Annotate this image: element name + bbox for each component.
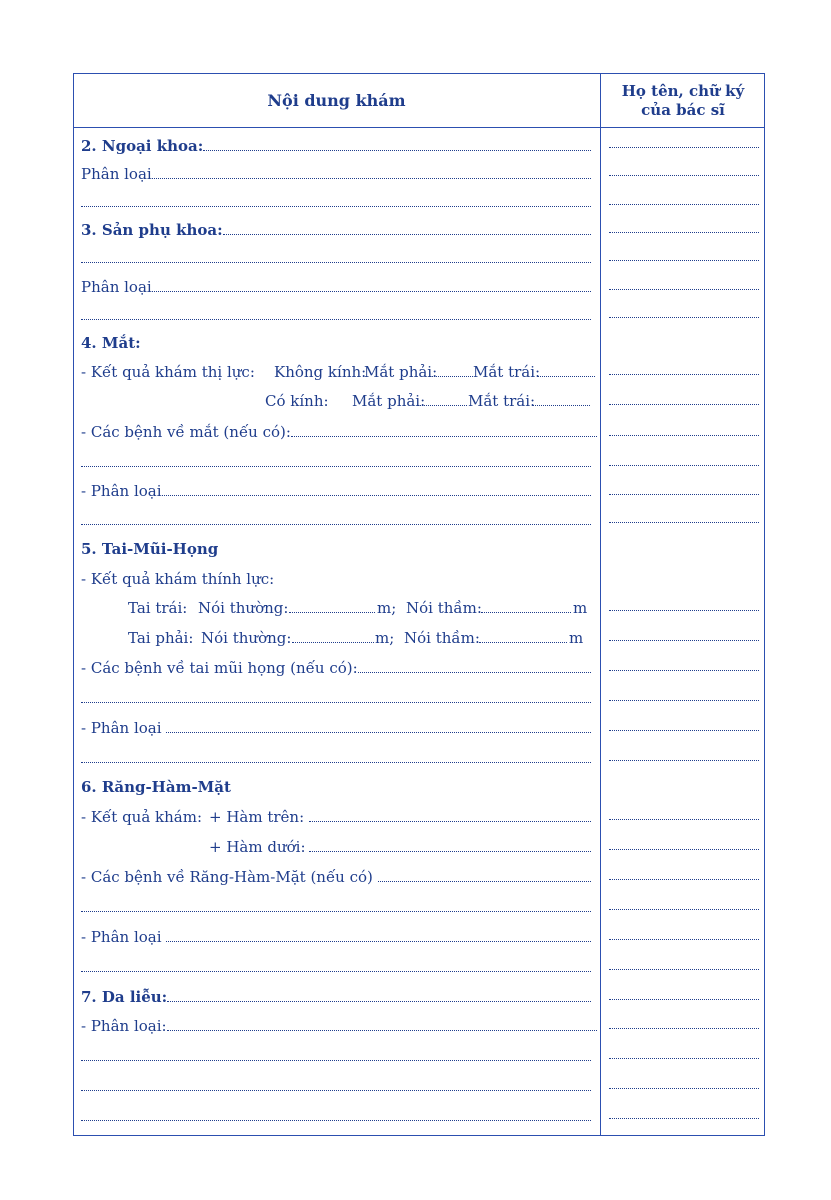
eye-classify-line[interactable] bbox=[81, 478, 591, 500]
dental-lower-label: + Hàm dưới: bbox=[209, 838, 306, 856]
ent-classify-label: - Phân loại bbox=[81, 719, 162, 737]
signature-line[interactable] bbox=[609, 819, 759, 820]
blank-line[interactable] bbox=[81, 1043, 591, 1065]
eye-title: 4. Mắt: bbox=[81, 334, 141, 352]
ent-diseases-line[interactable] bbox=[81, 655, 591, 677]
derm-title: 7. Da liễu: bbox=[81, 988, 168, 1006]
eye-right-label: Mắt phải: bbox=[364, 363, 438, 381]
column-divider bbox=[600, 73, 601, 1136]
surgery-title: 2. Ngoại khoa: bbox=[81, 137, 204, 155]
ent-whisper-label: Nói thầm: bbox=[406, 599, 482, 617]
ent-left-ear-line[interactable] bbox=[81, 595, 591, 617]
signature-line[interactable] bbox=[609, 760, 759, 761]
dental-classify-line[interactable] bbox=[81, 924, 591, 946]
blank-line[interactable] bbox=[81, 894, 591, 916]
signature-line[interactable] bbox=[609, 879, 759, 880]
signature-line[interactable] bbox=[609, 999, 759, 1000]
blank-line[interactable] bbox=[81, 189, 591, 211]
eye-no-glasses-label: Không kính: bbox=[274, 363, 367, 381]
signature-line[interactable] bbox=[609, 670, 759, 671]
eye-with-glasses-label: Có kính: bbox=[265, 392, 329, 410]
ent-left-ear-label: Tai trái: bbox=[128, 599, 188, 617]
dental-lower-line[interactable] bbox=[81, 834, 591, 856]
blank-line[interactable] bbox=[81, 954, 591, 976]
ent-hearing-label: - Kết quả khám thính lực: bbox=[81, 570, 275, 588]
signature-line[interactable] bbox=[609, 204, 759, 205]
ent-unit-m-sep: m; bbox=[375, 629, 395, 647]
signature-line[interactable] bbox=[609, 317, 759, 318]
blank-line[interactable] bbox=[81, 1103, 591, 1125]
signature-line[interactable] bbox=[609, 522, 759, 523]
eye-vision-with-glasses-line[interactable] bbox=[81, 388, 597, 410]
surgery-title-line[interactable] bbox=[81, 133, 591, 155]
signature-line[interactable] bbox=[609, 640, 759, 641]
dental-result-label: - Kết quả khám: bbox=[81, 808, 203, 826]
eye-title-line bbox=[81, 330, 591, 352]
blank-line[interactable] bbox=[81, 302, 591, 324]
ent-hearing-line bbox=[81, 566, 591, 588]
obgyn-classify-line[interactable] bbox=[81, 274, 591, 296]
blank-line[interactable] bbox=[81, 507, 591, 529]
ent-normal-label: Nói thường: bbox=[198, 599, 289, 617]
signature-line[interactable] bbox=[609, 700, 759, 701]
eye-vision-no-glasses-line[interactable] bbox=[81, 359, 597, 381]
ent-title-line bbox=[81, 536, 591, 558]
signature-line[interactable] bbox=[609, 849, 759, 850]
eye-diseases-line[interactable] bbox=[81, 419, 597, 441]
ent-normal-label: Nói thường: bbox=[201, 629, 292, 647]
dental-title-line bbox=[81, 774, 591, 796]
signature-line[interactable] bbox=[609, 404, 759, 405]
header-doctor-signature bbox=[601, 76, 765, 126]
signature-line[interactable] bbox=[609, 610, 759, 611]
eye-vision-label: - Kết quả khám thị lực: bbox=[81, 363, 255, 381]
signature-line[interactable] bbox=[609, 969, 759, 970]
eye-diseases-label: - Các bệnh về mắt (nếu có): bbox=[81, 423, 291, 441]
blank-line[interactable] bbox=[81, 449, 591, 471]
ent-right-ear-line[interactable] bbox=[81, 625, 591, 647]
derm-classify-line[interactable] bbox=[81, 1013, 597, 1035]
signature-line[interactable] bbox=[609, 909, 759, 910]
surgery-classify-line[interactable] bbox=[81, 161, 591, 183]
dental-upper-line[interactable] bbox=[81, 804, 591, 826]
signature-line[interactable] bbox=[609, 374, 759, 375]
ent-title: 5. Tai-Mũi-Họng bbox=[81, 540, 219, 558]
signature-line[interactable] bbox=[609, 939, 759, 940]
ent-right-ear-label: Tai phải: bbox=[128, 629, 194, 647]
header-doctor-line2: của bác sĩ bbox=[641, 101, 725, 119]
header-divider bbox=[73, 127, 765, 128]
ent-unit-m: m bbox=[573, 599, 588, 617]
eye-classify-label: - Phân loại bbox=[81, 482, 162, 500]
ent-whisper-label: Nói thầm: bbox=[404, 629, 480, 647]
header-exam-content bbox=[73, 73, 600, 127]
blank-line[interactable] bbox=[81, 245, 591, 267]
eye-left-label: Mắt trái: bbox=[473, 363, 541, 381]
blank-line[interactable] bbox=[81, 1073, 591, 1095]
ent-unit-m: m bbox=[569, 629, 584, 647]
signature-line[interactable] bbox=[609, 494, 759, 495]
signature-line[interactable] bbox=[609, 260, 759, 261]
obgyn-title-line[interactable] bbox=[81, 217, 591, 239]
signature-line[interactable] bbox=[609, 1028, 759, 1029]
blank-line[interactable] bbox=[81, 745, 591, 767]
signature-line[interactable] bbox=[609, 1118, 759, 1119]
dental-classify-label: - Phân loại bbox=[81, 928, 162, 946]
header-exam-content-label: Nội dung khám bbox=[267, 90, 406, 110]
ent-classify-line[interactable] bbox=[81, 715, 591, 737]
obgyn-title: 3. Sản phụ khoa: bbox=[81, 221, 223, 239]
ent-unit-m-sep: m; bbox=[377, 599, 397, 617]
eye-right-label: Mắt phải: bbox=[352, 392, 426, 410]
signature-line[interactable] bbox=[609, 730, 759, 731]
signature-line[interactable] bbox=[609, 232, 759, 233]
surgery-classify-label: Phân loại bbox=[81, 165, 152, 183]
signature-line[interactable] bbox=[609, 147, 759, 148]
derm-title-line[interactable] bbox=[81, 984, 591, 1006]
dental-upper-label: + Hàm trên: bbox=[209, 808, 305, 826]
signature-line[interactable] bbox=[609, 175, 759, 176]
signature-line[interactable] bbox=[609, 289, 759, 290]
eye-left-label: Mắt trái: bbox=[468, 392, 536, 410]
derm-classify-label: - Phân loại: bbox=[81, 1017, 167, 1035]
signature-line[interactable] bbox=[609, 435, 759, 436]
dental-title: 6. Răng-Hàm-Mặt bbox=[81, 778, 231, 796]
signature-line[interactable] bbox=[609, 465, 759, 466]
dental-diseases-label: - Các bệnh về Răng-Hàm-Mặt (nếu có) bbox=[81, 868, 373, 886]
obgyn-classify-label: Phân loại bbox=[81, 278, 152, 296]
signature-line[interactable] bbox=[609, 1058, 759, 1059]
dental-diseases-line[interactable] bbox=[81, 864, 591, 886]
signature-line[interactable] bbox=[609, 1088, 759, 1089]
blank-line[interactable] bbox=[81, 685, 591, 707]
ent-diseases-label: - Các bệnh về tai mũi họng (nếu có): bbox=[81, 659, 358, 677]
header-doctor-line1: Họ tên, chữ ký bbox=[621, 82, 745, 100]
